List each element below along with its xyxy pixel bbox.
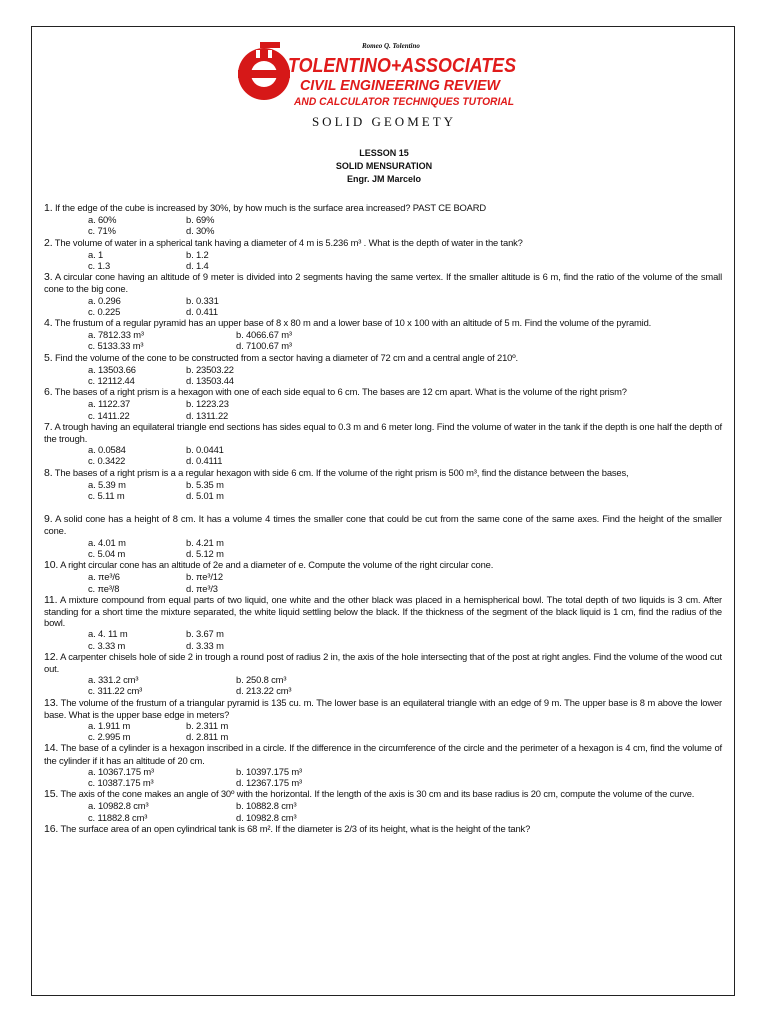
answer-choice: a. πe³/6 <box>88 571 120 583</box>
answer-choices <box>88 800 722 822</box>
question-text <box>44 237 722 249</box>
answer-choice: c. 5133.33 m³ <box>88 340 144 352</box>
answer-choices <box>88 766 722 788</box>
question-body: The volume of water in a spherical tank having a diameter of 4 m is 5.236 m³ . What is the depth of water in the tank? <box>54 236 523 248</box>
question-item <box>44 742 722 788</box>
question-text <box>44 317 722 329</box>
question-body: The axis of the cone makes an angle of 30º with the horizontal. If the length of the axis is 30 cm and its base radius is 20 cm, compute the volume of the curve. <box>60 788 695 800</box>
question-body: The frustum of a regular pyramid has an upper base of 8 x 80 m and a lower base of 10 x 100 with an altitude of 5 m. Find the volume of the pyramid. <box>54 317 652 329</box>
question-item <box>44 594 722 651</box>
question-number: 8. <box>44 466 53 479</box>
answer-choice: b. 4.21 m <box>186 536 224 548</box>
answer-choice: a. 60% <box>88 214 117 226</box>
answer-choice: d. 0.411 <box>186 305 218 317</box>
answer-choice: c. 71% <box>88 225 116 237</box>
answer-choice: c. 3.33 m <box>88 639 126 651</box>
answer-choices <box>88 444 722 466</box>
question-body: The volume of the frustum of a triangular pyramid is 135 cu. m. The lower base is an equilateral triangle with an edge of 9 m. The upper base is 8 m above the lower base. What is the upper base edge in meters? <box>44 696 723 720</box>
answer-choice: d. πe³/3 <box>186 582 218 594</box>
question-item <box>44 823 722 835</box>
question-item <box>44 513 722 559</box>
question-text <box>44 823 722 835</box>
answer-choice: d. 1.4 <box>186 260 209 272</box>
answer-choice: a. 4.01 m <box>88 536 126 548</box>
answer-choice: d. 7100.67 m³ <box>236 340 292 352</box>
question-number: 12. <box>44 650 59 663</box>
question-body: The bases of a right prism is a a regular hexagon with side 6 cm. If the volume of the right prism is 500 m³, find the distance between the bases, <box>54 466 629 478</box>
gear-icon <box>238 42 290 100</box>
question-item <box>44 317 722 352</box>
answer-choice: a. 13503.66 <box>88 363 136 375</box>
answer-choice: c. 11882.8 cm³ <box>88 811 148 823</box>
answer-choice: d. 13503.44 <box>186 375 234 387</box>
question-number: 7. <box>44 420 53 433</box>
answer-choices <box>88 537 722 559</box>
answer-choice: d. 3.33 m <box>186 639 224 651</box>
answer-choice: b. 4066.67 m³ <box>236 329 292 341</box>
answer-choices <box>88 479 722 501</box>
question-body: A trough having an equilateral triangle end sections has sides equal to 0.3 m and 6 meter long. Find the volume of water in the tank if the depth is one half the depth of the trough. <box>44 420 722 445</box>
question-text <box>44 594 722 629</box>
question-body: If the edge of the cube is increased by 30%, by how much is the surface area increased? PAST CE BOARD <box>54 202 487 213</box>
question-body: The base of a cylinder is a hexagon inscribed in a circle. If the difference in the circumference of the circle and the perimeter of a hexagon is 4 cm, find the volume of the cylinder if it has an altitude of 20 cm. <box>44 742 722 766</box>
answer-choice: d. 1311.22 <box>186 409 229 421</box>
answer-choice: b. 23503.22 <box>186 363 234 375</box>
tolentino-logo <box>230 32 530 112</box>
answer-choice: d. 12367.175 m³ <box>236 776 303 788</box>
answer-choice: a. 0.0584 <box>88 444 126 456</box>
question-number: 10. <box>44 559 59 572</box>
question-number: 14. <box>44 742 59 755</box>
question-text <box>44 559 722 571</box>
answer-choice: a. 1.911 m <box>88 719 131 731</box>
question-text <box>44 202 722 214</box>
answer-choice: c. 5.04 m <box>88 547 126 559</box>
question-number: 1. <box>44 202 53 214</box>
question-text <box>44 788 722 800</box>
answer-choice: d. 213.22 cm³ <box>236 685 292 697</box>
question-text <box>44 513 722 536</box>
answer-choices <box>88 214 722 236</box>
answer-choice: b. 10882.8 cm³ <box>236 800 297 812</box>
answer-choice: c. 0.225 <box>88 305 121 317</box>
answer-choice: d. 5.01 m <box>186 490 224 502</box>
question-body: The bases of a right prism is a hexagon with one of each side equal to 6 cm. The bases are 12 cm apart. What is the volume of the right prism? <box>54 386 627 398</box>
question-body: The surface area of an open cylindrical tank is 68 m². If the diameter is 2/3 of its height, what is the height of the tank? <box>60 822 531 834</box>
answer-choice: d. 5.12 m <box>186 547 224 559</box>
answer-choice: a. 4. 11 m <box>88 628 128 640</box>
answer-choices <box>88 571 722 593</box>
answer-choice: b. 1.2 <box>186 248 209 260</box>
question-text <box>44 467 722 479</box>
answer-choice: b. 0.331 <box>186 294 219 306</box>
answer-choice: b. 10397.175 m³ <box>236 765 303 777</box>
answer-choice: a. 1122.37 <box>88 398 131 410</box>
answer-choice: b. πe³/12 <box>186 571 223 583</box>
answer-choice: d. 10982.8 cm³ <box>236 811 297 823</box>
logo-line-3: AND CALCULATOR TECHNIQUES TUTORIAL <box>293 96 515 108</box>
question-text <box>44 742 722 765</box>
answer-choice: d. 2.811 m <box>186 731 229 743</box>
question-body: A carpenter chisels hole of side 2 in trough a round post of radius 2 in, the axis of the hole intersecting that of the post at right angles. Find the volume of the wood cut out. <box>44 650 723 674</box>
question-number: 11. <box>44 593 58 606</box>
question-item <box>44 386 722 421</box>
question-item <box>44 421 722 467</box>
question-text <box>44 651 722 674</box>
answer-choice: a. 0.296 <box>88 294 121 306</box>
page-title: SOLID GEOMETY <box>311 114 457 129</box>
question-number: 9. <box>44 513 53 526</box>
answer-choices <box>88 364 722 386</box>
question-item <box>44 202 722 237</box>
answer-choice: a. 5.39 m <box>88 478 126 490</box>
question-item <box>44 651 722 697</box>
answer-choice: c. 0.3422 <box>88 455 126 467</box>
question-number: 4. <box>44 317 53 330</box>
answer-choices <box>88 329 722 351</box>
question-item <box>44 271 722 317</box>
question-body: A circular cone having an altitude of 9 meter is divided into 2 segments having the same vertex. If the smaller altitude is 6 m, find the ratio of the volume of the small cone to the big cone. <box>44 271 723 295</box>
lesson-subject: SOLID MENSURATION <box>335 161 433 171</box>
question-item <box>44 788 722 823</box>
answer-choice: c. 1411.22 <box>88 409 130 421</box>
question-list <box>44 202 722 835</box>
answer-choice: a. 331.2 cm³ <box>88 674 139 686</box>
question-text <box>44 386 722 398</box>
answer-choice: c. 1.3 <box>88 260 111 272</box>
question-number: 16. <box>44 822 59 835</box>
question-item <box>44 697 722 743</box>
question-item <box>44 237 722 272</box>
question-body: A solid cone has a height of 8 cm. It has a volume 4 times the smaller cone that could be cut from the same cone of the same axes. Find the height of the smaller cone. <box>44 513 722 537</box>
question-item <box>44 559 722 594</box>
answer-choices <box>88 398 722 420</box>
question-number: 15. <box>44 788 59 801</box>
answer-choice: c. 5.11 m <box>88 490 125 502</box>
lesson-number: LESSON 15 <box>359 148 409 158</box>
answer-choices <box>88 674 722 696</box>
question-text <box>44 271 722 294</box>
question-number: 2. <box>44 236 53 249</box>
answer-choice: c. πe³/8 <box>88 582 120 594</box>
question-text <box>44 421 722 444</box>
answer-choices <box>88 295 722 317</box>
question-number: 5. <box>44 351 53 364</box>
answer-choice: b. 1223.23 <box>186 398 229 410</box>
answer-choice: b. 69% <box>186 214 215 226</box>
question-number: 3. <box>44 271 53 284</box>
answer-choice: a. 10367.175 m³ <box>88 765 155 777</box>
answer-choice: b. 250.8 cm³ <box>236 674 287 686</box>
answer-choice: b. 5.35 m <box>186 478 224 490</box>
answer-choice: a. 1 <box>88 248 104 260</box>
answer-choice: b. 3.67 m <box>186 628 224 640</box>
question-item <box>44 352 722 387</box>
spacer <box>44 501 722 513</box>
question-item <box>44 467 722 502</box>
lesson-author: Engr. JM Marcelo <box>346 174 422 184</box>
logo-line-1: TOLENTINO+ASSOCIATES <box>288 55 517 77</box>
answer-choice: a. 10982.8 cm³ <box>88 800 149 812</box>
answer-choice: c. 10387.175 m³ <box>88 776 154 788</box>
question-body: A mixture compound from equal parts of two liquid, one white and the other black was placed in a hemispherical bowl. The total depth of two liquids is 3 cm. After standing for a short time the mixture separated, the white liquid settling below the black. If the thickness of the segment of the black liquid is 1 cm, find the radius of the bowl. <box>44 593 723 629</box>
question-number: 13. <box>44 696 59 709</box>
answer-choice: c. 311.22 cm³ <box>88 685 143 697</box>
question-text <box>44 352 722 364</box>
answer-choice: b. 2.311 m <box>186 719 229 731</box>
answer-choices <box>88 720 722 742</box>
logo-line-2: CIVIL ENGINEERING REVIEW <box>300 77 502 94</box>
question-text <box>44 697 722 720</box>
answer-choices <box>88 249 722 271</box>
question-body: Find the volume of the cone to be constructed from a sector having a diameter of 72 cm and a central angle of 210º. <box>54 351 518 363</box>
answer-choices <box>88 628 722 650</box>
answer-choice: d. 0.4111 <box>186 455 223 467</box>
question-number: 6. <box>44 386 53 399</box>
answer-choice: b. 0.0441 <box>186 444 224 456</box>
answer-choice: a. 7812.33 m³ <box>88 329 144 341</box>
question-body: A right circular cone has an altitude of 2e and a diameter of e. Compute the volume of the right circular cone. <box>60 559 494 571</box>
answer-choice: c. 12112.44 <box>88 375 135 387</box>
answer-choice: c. 2.995 m <box>88 731 131 743</box>
logo-signature: Romeo Q. Tolentino <box>362 42 420 50</box>
answer-choice: d. 30% <box>186 225 215 237</box>
